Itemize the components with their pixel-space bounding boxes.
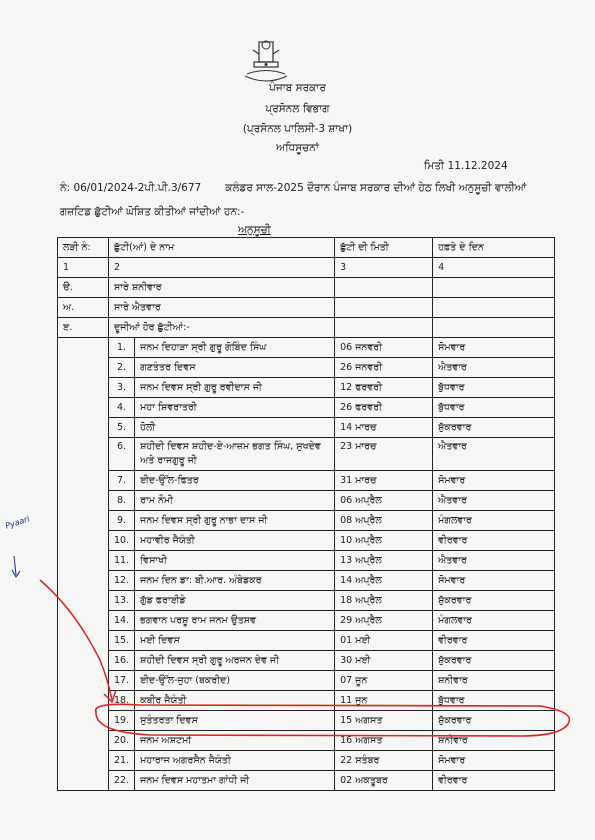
serial-number: 2. — [109, 358, 135, 378]
weekday: ਮੰਗਲਵਾਰ — [433, 511, 555, 531]
holiday-date: 26 ਫਰਵਰੀ — [335, 398, 433, 418]
holiday-date: 14 ਅਪ੍ਰੈਲ — [335, 571, 433, 591]
weekday: ਵੀਰਵਾਰ — [433, 531, 555, 551]
column-number: 3 — [335, 258, 433, 278]
holiday-date: 11 ਜੂਨ — [335, 691, 433, 711]
group-label: ਸਾਰੇ ਐਤਵਾਰ — [109, 298, 335, 318]
holiday-date: 15 ਅਗਸਤ — [335, 711, 433, 731]
serial-number: 8. — [109, 491, 135, 511]
group-key: ਅ. — [58, 298, 109, 318]
serial-number: 6. — [109, 438, 135, 471]
holiday-name: ਸ਼ਹੀਦੀ ਦਿਵਸ ਸ਼ਹੀਦ-ਏ-ਆਜ਼ਮ ਭਗਤ ਸਿੰਘ, ਸੁਖਦੇਵ ਅਤੇ ਰਾਜਗੁਰੂ ਜੀ — [135, 438, 335, 471]
group-label: ਸਾਰੇ ਸ਼ਨੀਵਾਰ — [109, 278, 335, 298]
table-row — [58, 491, 555, 511]
serial-number: 13. — [109, 591, 135, 611]
holiday-date: 16 ਅਗਸਤ — [335, 731, 433, 751]
weekday: ਐਤਵਾਰ — [433, 551, 555, 571]
table-row — [58, 511, 555, 531]
table-row — [58, 551, 555, 571]
serial-number: 18. — [109, 691, 135, 711]
holiday-date: 01 ਮਈ — [335, 631, 433, 651]
holiday-name: ਜਨਮ ਅਸ਼ਟਮੀ — [135, 731, 335, 751]
holiday-date: 13 ਅਪ੍ਰੈਲ — [335, 551, 433, 571]
weekday: ਬੁੱਧਵਾਰ — [433, 691, 555, 711]
table-row — [58, 398, 555, 418]
weekday: ਵੀਰਵਾਰ — [433, 771, 555, 791]
holiday-name: ਮਹਾਰਾਜ ਅਗਰਸੈਨ ਜੈਯੰਤੀ — [135, 751, 335, 771]
schedule-title: ਅਨੁਸੂਚੀ — [238, 224, 271, 236]
notification-title: ਅਧਿਸੂਚਨਾਂ — [276, 142, 319, 154]
holiday-date: 26 ਜਨਵਰੀ — [335, 358, 433, 378]
table-row — [58, 731, 555, 751]
notification-date: ਮਿਤੀ 11.12.2024 — [424, 160, 508, 172]
holiday-name: ਗੁੱਡ ਫਰਾਈਡੇ — [135, 591, 335, 611]
column-number: 1 — [58, 258, 109, 278]
table-row — [58, 438, 555, 471]
weekday: ਬੁੱਧਵਾਰ — [433, 378, 555, 398]
government-name: ਪੰਜਾਬ ਸਰਕਾਰ — [269, 82, 326, 94]
serial-number: 11. — [109, 551, 135, 571]
group-key: ੲ. — [58, 318, 109, 338]
table-row — [58, 338, 555, 358]
table-row — [58, 671, 555, 691]
serial-number: 3. — [109, 378, 135, 398]
holiday-name: ਈਦ-ਉੱਲ-ਫਿਤਰ — [135, 471, 335, 491]
weekday: ਸੋਮਵਾਰ — [433, 338, 555, 358]
header-cell: ਹਫ਼ਤੇ ਦੇ ਦਿਨ — [433, 238, 555, 258]
serial-number: 22. — [109, 771, 135, 791]
holiday-date: 12 ਫਰਵਰੀ — [335, 378, 433, 398]
table-row — [58, 471, 555, 491]
table-row — [58, 358, 555, 378]
holiday-date: 06 ਅਪ੍ਰੈਲ — [335, 491, 433, 511]
holiday-name: ਜਨਮ ਦਿਨ ਡਾ: ਬੀ.ਆਰ. ਅੰਬੇਡਕਰ — [135, 571, 335, 591]
header-cell: ਛੁੱਟੀ(ਆਂ) ਦੇ ਨਾਮ — [109, 238, 335, 258]
intro-line-1 — [60, 182, 526, 195]
serial-number: 15. — [109, 631, 135, 651]
table-row — [58, 771, 555, 791]
holiday-name: ਮਈ ਦਿਵਸ — [135, 631, 335, 651]
holiday-name: ਜਨਮ ਦਿਵਸ ਮਹਾਤਮਾ ਗਾਂਧੀ ਜੀ — [135, 771, 335, 791]
holiday-name: ਸ਼ਹੀਦੀ ਦਿਵਸ ਸ੍ਰੀ ਗੁਰੂ ਅਰਜਨ ਦੇਵ ਜੀ — [135, 651, 335, 671]
weekday: ਸ਼ੁੱਕਰਵਾਰ — [433, 591, 555, 611]
holiday-date: 29 ਅਪ੍ਰੈਲ — [335, 611, 433, 631]
group-row — [58, 298, 555, 318]
weekday: ਸ਼ਨੀਵਾਰ — [433, 671, 555, 691]
holiday-date: 06 ਜਨਵਰੀ — [335, 338, 433, 358]
header-cell: ਲੜੀ ਨੰ: — [58, 238, 109, 258]
table-row — [58, 691, 555, 711]
serial-number: 19. — [109, 711, 135, 731]
reference-number: ਨੰ: 06/01/2024-2ਪੀ.ਪੀ.3/677 — [60, 182, 202, 194]
table-row — [58, 531, 555, 551]
serial-number: 21. — [109, 751, 135, 771]
holiday-table — [57, 237, 555, 791]
holiday-name: ਕਬੀਰ ਜੈਯੰਤੀ — [135, 691, 335, 711]
holiday-date: 07 ਜੂਨ — [335, 671, 433, 691]
table-row — [58, 571, 555, 591]
serial-number: 7. — [109, 471, 135, 491]
holiday-date: 14 ਮਾਰਚ — [335, 418, 433, 438]
column-number: 4 — [433, 258, 555, 278]
serial-number: 12. — [109, 571, 135, 591]
weekday: ਸ਼ੁੱਕਰਵਾਰ — [433, 418, 555, 438]
state-emblem-icon — [239, 36, 293, 86]
weekday: ਸ਼ੁੱਕਰਵਾਰ — [433, 651, 555, 671]
group-label: ਦੂਜੀਆਂ ਹੋਰ ਛੁੱਟੀਆਂ:- — [109, 318, 335, 338]
column-number-row — [58, 258, 555, 278]
serial-number: 4. — [109, 398, 135, 418]
holiday-name: ਭਗਵਾਨ ਪਰਸ਼ੂ ਰਾਮ ਜਨਮ ਉਤਸਵ — [135, 611, 335, 631]
holiday-date: 22 ਸਤੰਬਰ — [335, 751, 433, 771]
table-row — [58, 711, 555, 731]
holiday-name: ਈਦ-ਉੱਲ-ਜੁਹਾ (ਬਕਰੀਦ) — [135, 671, 335, 691]
table-row — [58, 418, 555, 438]
margin-note: Pyaari — [4, 514, 31, 531]
group-row — [58, 318, 555, 338]
intro-text-1: ਕਲੰਡਰ ਸਾਲ-2025 ਦੌਰਾਨ ਪੰਜਾਬ ਸਰਕਾਰ ਦੀਆਂ ਹੇਠ ਲਿਖੀ ਅਨੁਸੂਚੀ ਵਾਲੀਆਂ — [225, 182, 527, 194]
table-row — [58, 751, 555, 771]
weekday: ਸ਼ੁੱਕਰਵਾਰ — [433, 711, 555, 731]
header-cell: ਛੁੱਟੀ ਦੀ ਮਿਤੀ — [335, 238, 433, 258]
serial-number: 9. — [109, 511, 135, 531]
weekday: ਐਤਵਾਰ — [433, 438, 555, 471]
weekday: ਵੀਰਵਾਰ — [433, 631, 555, 651]
holiday-date: 08 ਅਪ੍ਰੈਲ — [335, 511, 433, 531]
weekday: ਸੋਮਵਾਰ — [433, 571, 555, 591]
table-row — [58, 651, 555, 671]
department-name: ਪ੍ਰਸੋਨਲ ਵਿਭਾਗ — [265, 103, 330, 115]
table-row — [58, 591, 555, 611]
branch-name: (ਪ੍ਰਸੋਨਲ ਪਾਲਿਸੀ-3 ਸ਼ਾਖਾ) — [242, 123, 353, 135]
table-row — [58, 631, 555, 651]
serial-number: 17. — [109, 671, 135, 691]
intro-text-2: ਗਜ਼ਟਿਡ ਛੁੱਟੀਆਂ ਘੋਸ਼ਿਤ ਕੀਤੀਆਂ ਜਾਂਦੀਆਂ ਹਨ:- — [60, 206, 245, 218]
holiday-date: 31 ਮਾਰਚ — [335, 471, 433, 491]
holiday-date: 18 ਅਪ੍ਰੈਲ — [335, 591, 433, 611]
serial-number: 16. — [109, 651, 135, 671]
table-row — [58, 611, 555, 631]
table-header-row — [58, 238, 555, 258]
table-row — [58, 378, 555, 398]
weekday: ਸ਼ਨੀਵਾਰ — [433, 731, 555, 751]
weekday: ਮੰਗਲਵਾਰ — [433, 611, 555, 631]
holiday-name: ਗਣਤੰਤਰ ਦਿਵਸ — [135, 358, 335, 378]
holiday-name: ਸੁਤੰਤਰਤਾ ਦਿਵਸ — [135, 711, 335, 731]
holiday-name: ਮਹਾ ਸ਼ਿਵਰਾਤਰੀ — [135, 398, 335, 418]
holiday-date: 30 ਮਈ — [335, 651, 433, 671]
holiday-date: 10 ਅਪ੍ਰੈਲ — [335, 531, 433, 551]
holiday-name: ਜਨਮ ਦਿਹਾੜਾ ਸ੍ਰੀ ਗੁਰੂ ਗੋਬਿੰਦ ਸਿੰਘ — [135, 338, 335, 358]
weekday: ਸੋਮਵਾਰ — [433, 751, 555, 771]
weekday: ਸੋਮਵਾਰ — [433, 471, 555, 491]
holiday-name: ਜਨਮ ਦਿਵਸ ਸ੍ਰੀ ਗੁਰੂ ਨਾਭਾ ਦਾਸ ਜੀ — [135, 511, 335, 531]
weekday: ਬੁੱਧਵਾਰ — [433, 398, 555, 418]
holiday-name: ਜਨਮ ਦਿਵਸ ਸ੍ਰੀ ਗੁਰੂ ਰਵੀਦਾਸ ਜੀ — [135, 378, 335, 398]
weekday: ਐਤਵਾਰ — [433, 358, 555, 378]
serial-number: 10. — [109, 531, 135, 551]
weekday: ਐਤਵਾਰ — [433, 491, 555, 511]
holiday-date: 02 ਅਕਤੂਬਰ — [335, 771, 433, 791]
serial-number: 5. — [109, 418, 135, 438]
holiday-date: 23 ਮਾਰਚ — [335, 438, 433, 471]
holiday-name: ਹੋਲੀ — [135, 418, 335, 438]
serial-number: 14. — [109, 611, 135, 631]
group-key: ੳ. — [58, 278, 109, 298]
serial-number: 1. — [109, 338, 135, 358]
group-row — [58, 278, 555, 298]
column-number: 2 — [109, 258, 335, 278]
holiday-name: ਰਾਮ ਨੌਮੀ — [135, 491, 335, 511]
holiday-name: ਵਿਸਾਖੀ — [135, 551, 335, 571]
holiday-name: ਮਹਾਵੀਰ ਜੈਯੰਤੀ — [135, 531, 335, 551]
serial-number: 20. — [109, 731, 135, 751]
